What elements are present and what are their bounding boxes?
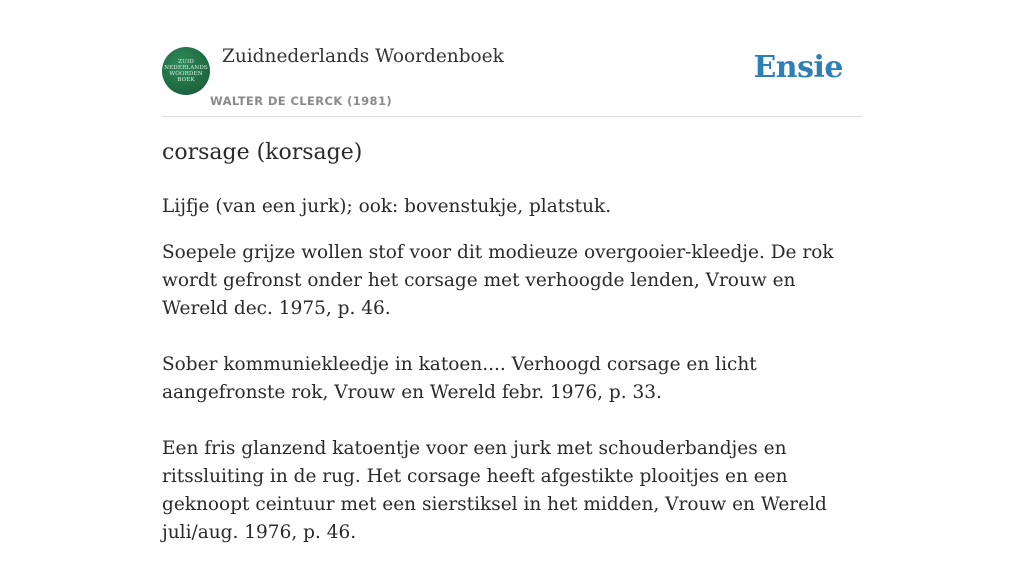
entry-term: corsage (korsage) (162, 140, 363, 165)
entry-quotes (162, 239, 862, 575)
logo-line: WOORDEN (169, 71, 203, 77)
entry-definition: Lijfje (van een jurk); ook: bovenstukje, platstuk. (162, 196, 612, 217)
quote-paragraph: Sober kommuniekleedje in katoen.... Verhoogd corsage en licht aangefronste rok, Vrouw en Wereld febr. 1976, p. 33. (162, 354, 757, 403)
logo-line: BOEK (177, 77, 195, 84)
header (162, 0, 862, 117)
page-container (162, 0, 862, 543)
quote-paragraph: Een fris glanzend katoentje voor een jurk met schouderbandjes en ritssluiting in de rug. Het corsage heeft afgestikte plooitjes en een geknoopt ceintuur met een sierstiksel in het midden, Vrouw en Wereld juli/aug. 1976, p. 46. (162, 438, 827, 543)
logo-line: NEDERLANDS (164, 64, 208, 71)
brand-logo-link[interactable]: Ensie (753, 50, 843, 85)
book-cover-logo[interactable] (162, 47, 210, 95)
book-title-link[interactable]: Zuidnederlands Woordenboek (222, 46, 504, 67)
book-author: WALTER DE CLERCK (1981) (210, 94, 393, 108)
logo-line: ZUID (178, 58, 194, 65)
quote-paragraph: Soepele grijze wollen stof voor dit modieuze overgooier-kleedje. De rok wordt gefronst onder het corsage met verhoogde lenden, Vrouw en Wereld dec. 1975, p. 46. (162, 242, 834, 319)
